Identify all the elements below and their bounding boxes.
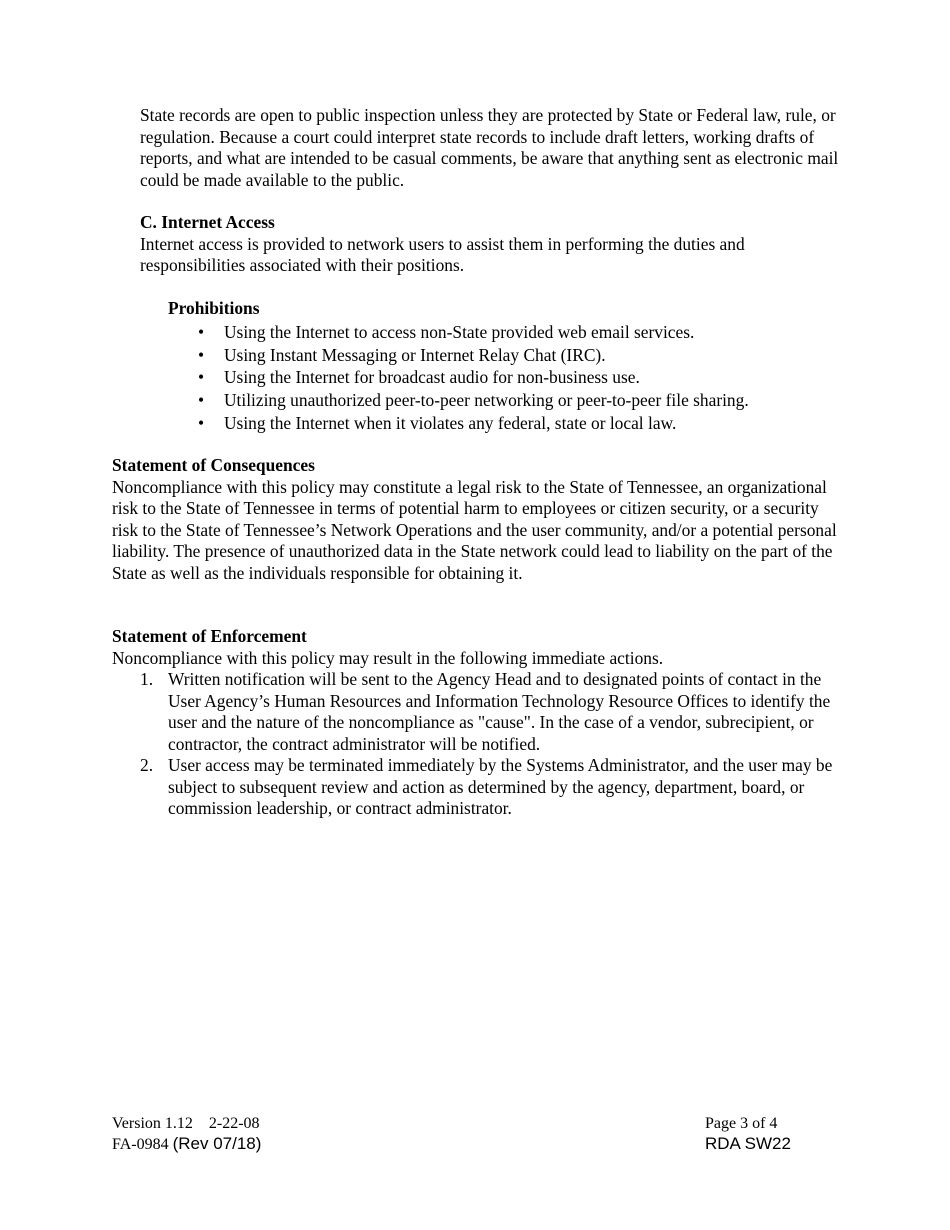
enforcement-heading: Statement of Enforcement <box>112 626 307 646</box>
consequences-body: Noncompliance with this policy may constitute a legal risk to the State of Tennessee, an organizational risk to the State of Tennessee in terms of potential harm to employees or citizen security, or a security risk to the State of Tennessee’s Network Operations and the user community, and/or a potential personal liability. The presence of unauthorized data in the State network could lead to liability on the part of the State as well as the individuals responsible for obtaining it. <box>112 476 837 583</box>
prohibitions-list <box>168 321 848 435</box>
enforcement-item-number: 1. <box>140 669 154 689</box>
footer-left <box>112 1114 261 1155</box>
enforcement-item-number: 2. <box>140 755 154 775</box>
footer-page-number: Page 3 of 4 <box>705 1115 778 1132</box>
enforcement-item <box>112 755 842 820</box>
prohibition-item: • Using the Internet when it violates any federal, state or local law. <box>168 412 848 435</box>
enforcement-item-text: User access may be terminated immediately by the Systems Administrator, and the user may be subject to subsequent review and action as determined by the agency, department, board, or commission leadership, or contract administrator. <box>168 755 833 818</box>
footer-form-rev: (Rev 07/18) <box>172 1134 262 1153</box>
footer-rda: RDA SW22 <box>705 1134 791 1153</box>
footer-form-number: FA-0984 <box>112 1136 169 1153</box>
prohibition-item: • Using Instant Messaging or Internet Relay Chat (IRC). <box>168 344 848 367</box>
enforcement-section <box>112 626 842 820</box>
enforcement-list <box>112 669 842 820</box>
prohibitions-heading: Prohibitions <box>168 298 260 318</box>
footer-right <box>705 1114 791 1154</box>
prohibition-item: • Using the Internet for broadcast audio for non-business use. <box>168 366 848 389</box>
enforcement-item-text: Written notification will be sent to the Agency Head and to designated points of contact in the User Agency’s Human Resources and Information Technology Resource Offices to identify the user and the nature of the noncompliance as "cause". In the case of a vendor, subrecipient, or contractor, the contract administrator will be notified. <box>168 669 831 754</box>
enforcement-item <box>112 669 842 755</box>
internet-access-heading: C. Internet Access <box>140 212 275 232</box>
prohibitions-section <box>168 298 848 435</box>
internet-access-section <box>140 212 840 277</box>
internet-access-body: Internet access is provided to network users to assist them in performing the duties and responsibilities associated with their positions. <box>140 233 745 275</box>
intro-paragraph: State records are open to public inspection unless they are protected by State or Federal law, rule, or regulation. Because a court could interpret state records to include draft letters, working drafts of reports, and what are intended to be casual comments, be aware that anything sent as electronic mail could be made available to the public. <box>140 105 839 190</box>
footer-version: Version 1.12 2-22-08 <box>112 1115 260 1132</box>
enforcement-intro: Noncompliance with this policy may result in the following immediate actions. <box>112 647 664 668</box>
intro-section <box>140 105 840 191</box>
consequences-section <box>112 455 842 584</box>
prohibition-item: • Using the Internet to access non-State provided web email services. <box>168 321 848 344</box>
consequences-heading: Statement of Consequences <box>112 455 315 475</box>
footer-form <box>112 1134 261 1155</box>
prohibition-item: • Utilizing unauthorized peer-to-peer networking or peer-to-peer file sharing. <box>168 389 848 412</box>
